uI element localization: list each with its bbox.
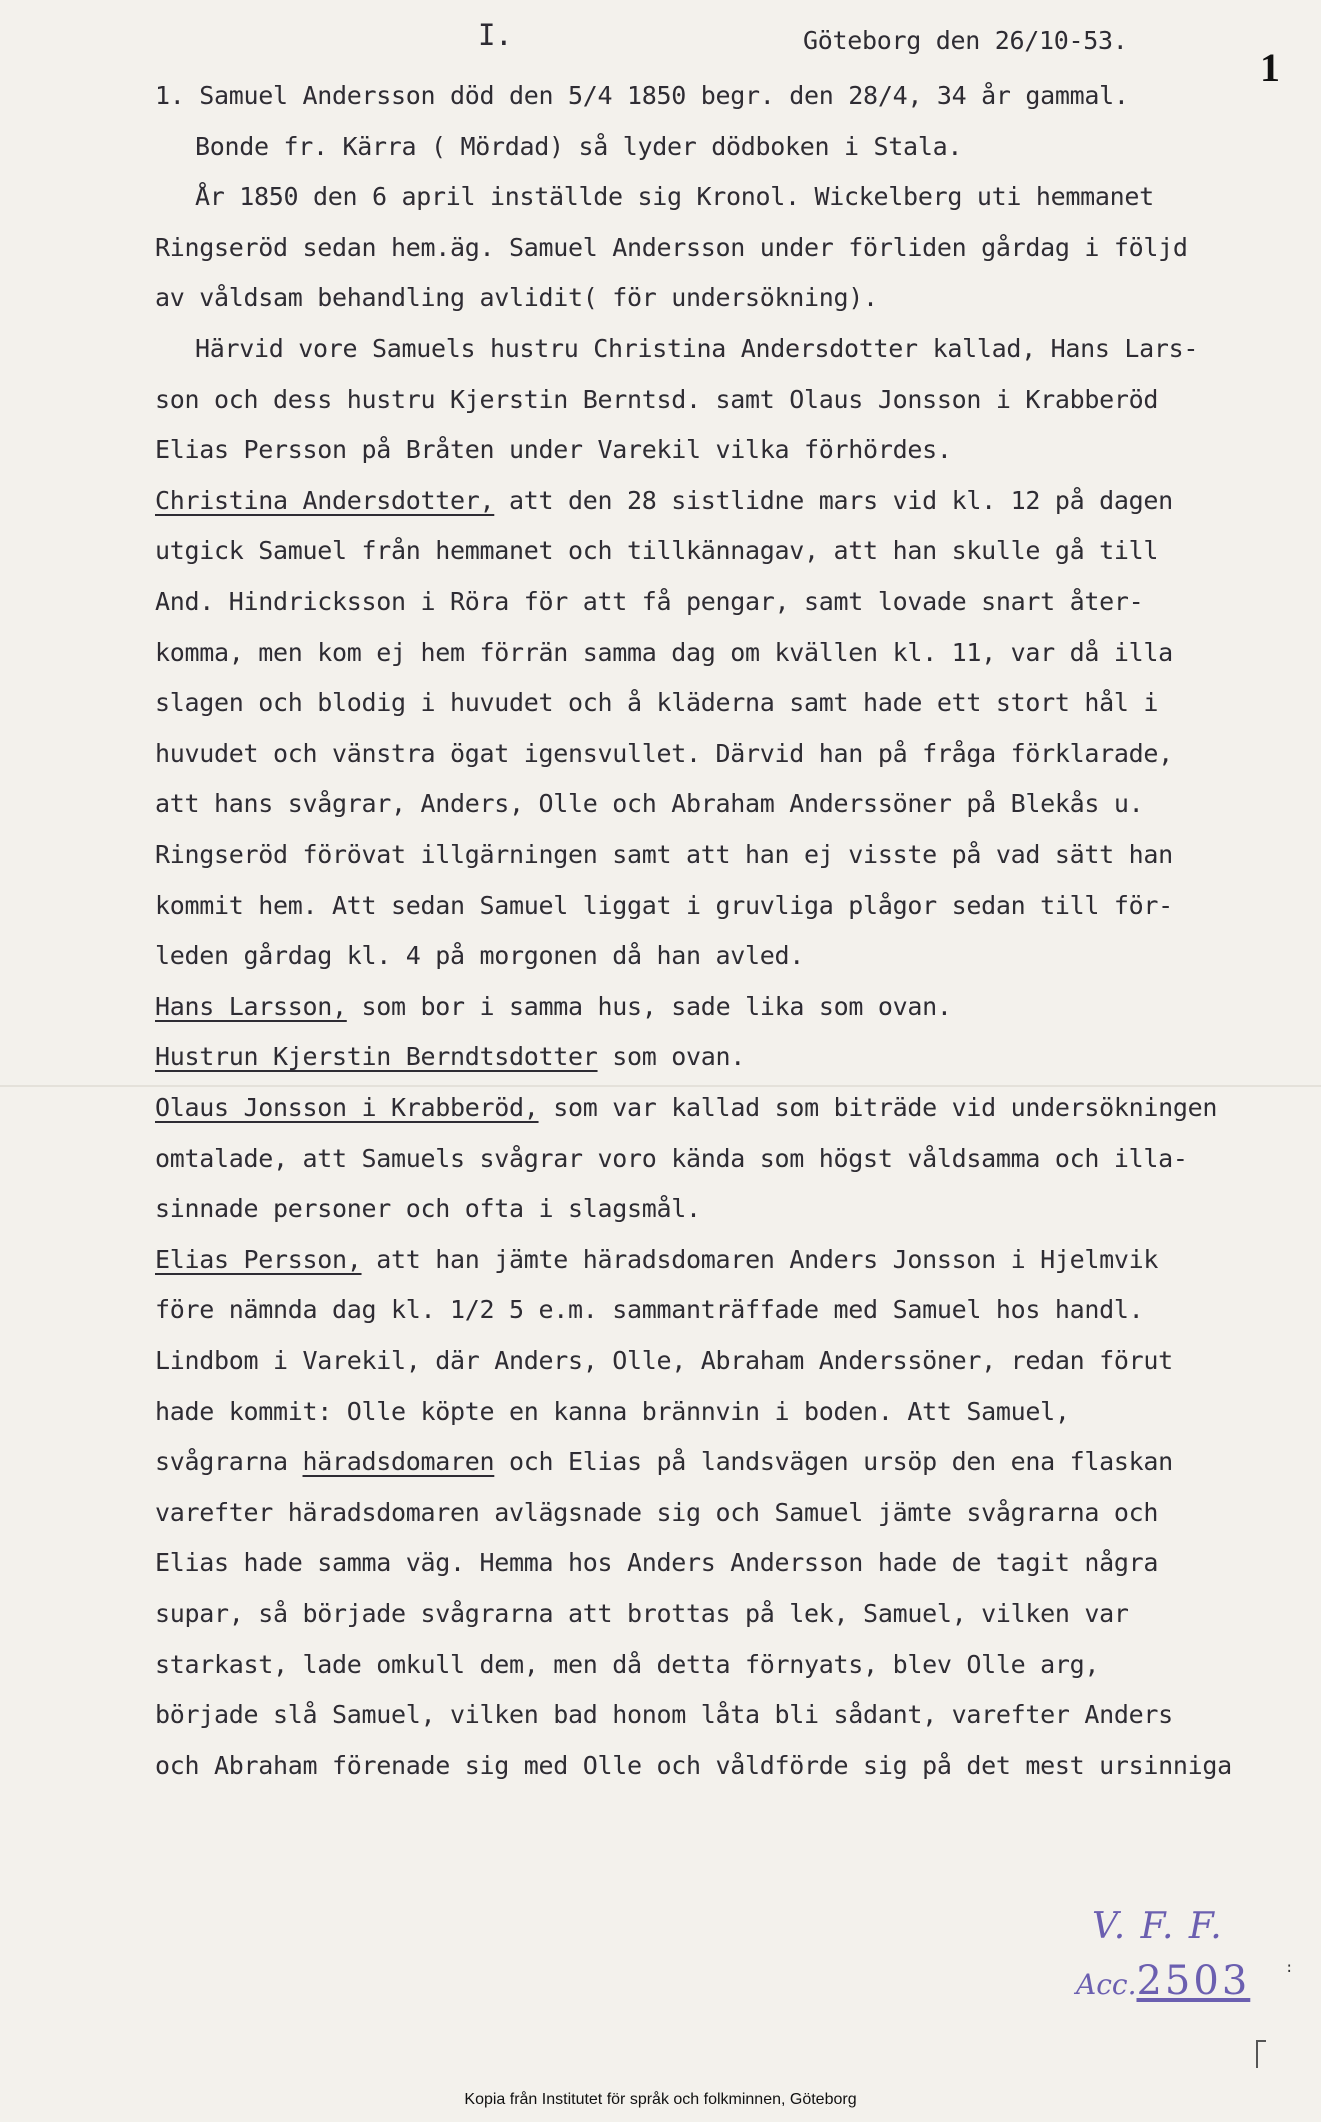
text-span: svågrarna xyxy=(155,1447,303,1476)
text-line xyxy=(155,1245,1158,1274)
text-line xyxy=(155,1599,1129,1628)
text-span: av våldsam behandling avlidit( för undersökning). xyxy=(155,283,878,312)
text-span: att han jämte häradsdomaren Anders Jonsson i Hjelmvik xyxy=(361,1245,1159,1274)
underlined-name: Christina Andersdotter, xyxy=(155,486,495,515)
text-line xyxy=(155,1751,1232,1780)
margin-mark: : xyxy=(1285,1960,1294,1976)
text-span: son och dess hustru Kjerstin Berntsd. samt Olaus Jonsson i Krabberöd xyxy=(155,385,1159,414)
text-span: komma, men kom ej hem förrän samma dag om kvällen kl. 11, var då illa xyxy=(155,638,1173,667)
text-line xyxy=(155,385,1158,414)
text-span: Elias hade samma väg. Hemma hos Anders Andersson hade de tagit några xyxy=(155,1548,1159,1577)
text-line xyxy=(155,1042,745,1071)
underlined-name: Olaus Jonsson i Krabberöd, xyxy=(155,1093,539,1122)
text-span: kommit hem. Att sedan Samuel liggat i gruvliga plågor sedan till för- xyxy=(155,891,1173,920)
text-line xyxy=(155,435,952,464)
stamp-acc-number: 2503 xyxy=(1136,1958,1251,2004)
text-span: började slå Samuel, vilken bad honom låta bli sådant, varefter Anders xyxy=(155,1700,1173,1729)
text-span: att den 28 sistlidne mars vid kl. 12 på dagen xyxy=(494,486,1173,515)
text-line xyxy=(155,1397,1070,1426)
text-span: Härvid vore Samuels hustru Christina Andersdotter kallad, Hans Lars- xyxy=(195,334,1199,363)
text-span: Ringseröd förövat illgärningen samt att han ej visste på vad sätt han xyxy=(155,840,1173,869)
text-span: 1. Samuel Andersson död den 5/4 1850 begr. den 28/4, 34 år gammal. xyxy=(155,81,1129,110)
text-line xyxy=(155,536,1158,565)
text-line xyxy=(155,1447,1173,1476)
place-date-heading: Göteborg den 26/10-53. xyxy=(803,26,1128,55)
text-span: Lindbom i Varekil, där Anders, Olle, Abraham Anderssöner, redan förut xyxy=(155,1346,1173,1375)
stamp-accession-line xyxy=(1076,1958,1250,2004)
text-span: och Elias på landsvägen ursöp den ena flaskan xyxy=(494,1447,1173,1476)
text-line xyxy=(155,1650,1099,1679)
text-line xyxy=(155,1346,1173,1375)
text-line xyxy=(155,941,804,970)
underlined-name: Elias Persson, xyxy=(155,1245,362,1274)
text-span: huvudet och vänstra ögat igensvullet. Därvid han på fråga förklarade, xyxy=(155,739,1173,768)
text-line xyxy=(155,1295,1143,1324)
text-line xyxy=(155,891,1173,920)
text-span: hade kommit: Olle köpte en kanna brännvin i boden. Att Samuel, xyxy=(155,1397,1070,1426)
paper-fold-line xyxy=(0,1085,1321,1087)
text-line xyxy=(155,1144,1188,1173)
text-span: Bonde fr. Kärra ( Mördad) så lyder dödboken i Stala. xyxy=(195,132,963,161)
text-span: varefter häradsdomaren avlägsnade sig och Samuel jämte svågrarna och xyxy=(155,1498,1159,1527)
text-span: Elias Persson på Bråten under Varekil vilka förhördes. xyxy=(155,435,952,464)
text-line xyxy=(155,1498,1158,1527)
text-line xyxy=(155,1194,701,1223)
archive-accession-stamp xyxy=(1076,1900,1266,2050)
text-line xyxy=(195,132,962,161)
page-roman-numeral: I. xyxy=(478,18,513,52)
text-span: att hans svågrar, Anders, Olle och Abraham Anderssöner på Blekås u. xyxy=(155,789,1144,818)
text-span: omtalade, att Samuels svågrar voro kända som högst våldsamma och illa- xyxy=(155,1144,1188,1173)
text-span: sinnade personer och ofta i slagsmål. xyxy=(155,1194,701,1223)
text-line xyxy=(155,233,1188,262)
text-line xyxy=(155,992,952,1021)
text-span: som bor i samma hus, sade lika som ovan. xyxy=(346,992,952,1021)
text-line xyxy=(155,688,1158,717)
text-line xyxy=(155,739,1173,768)
text-span: leden gårdag kl. 4 på morgonen då han avled. xyxy=(155,941,805,970)
text-span: And. Hindricksson i Röra för att få pengar, samt lovade snart åter- xyxy=(155,587,1144,616)
text-span: och Abraham förenade sig med Olle och våldförde sig på det mest ursinniga xyxy=(155,1751,1232,1780)
copy-credit-footer: Kopia från Institutet för språk och folkminnen, Göteborg xyxy=(464,2091,857,2108)
text-line xyxy=(195,182,1154,211)
text-line xyxy=(195,334,1198,363)
text-line xyxy=(155,1548,1158,1577)
text-line xyxy=(155,81,1129,110)
underlined-name: Hans Larsson, xyxy=(155,992,347,1021)
text-span: som ovan. xyxy=(597,1042,746,1071)
stamp-acc-label: Acc. xyxy=(1076,1968,1137,2001)
text-span: utgick Samuel från hemmanet och tillkännagav, att han skulle gå till xyxy=(155,536,1159,565)
text-span: slagen och blodig i huvudet och å kläderna samt hade ett stort hål i xyxy=(155,688,1159,717)
text-line xyxy=(155,840,1173,869)
text-line xyxy=(155,587,1143,616)
text-span: Ringseröd sedan hem.äg. Samuel Andersson under förliden gårdag i följd xyxy=(155,233,1188,262)
text-span: supar, så började svågrarna att brottas på lek, Samuel, vilken var xyxy=(155,1599,1129,1628)
text-line xyxy=(155,1093,1217,1122)
text-span: som var kallad som biträde vid undersökningen xyxy=(538,1093,1218,1122)
text-line xyxy=(155,283,878,312)
text-line xyxy=(155,789,1143,818)
text-span: starkast, lade omkull dem, men då detta förnyats, blev Olle arg, xyxy=(155,1650,1100,1679)
archive-page-number: 1 xyxy=(1260,45,1280,90)
text-span: År 1850 den 6 april inställde sig Kronol. Wickelberg uti hemmanet xyxy=(195,182,1154,211)
text-span: före nämnda dag kl. 1/2 5 e.m. sammanträffade med Samuel hos handl. xyxy=(155,1295,1144,1324)
stamp-collection-label: V. F. F. xyxy=(1092,1906,1224,1947)
text-line xyxy=(155,1700,1173,1729)
underlined-name: Hustrun Kjerstin Berndtsdotter xyxy=(155,1042,598,1071)
underlined-name: häradsdomaren xyxy=(302,1447,495,1476)
text-line xyxy=(155,486,1173,515)
margin-corner-mark xyxy=(1256,2040,1266,2068)
text-line xyxy=(155,638,1173,667)
